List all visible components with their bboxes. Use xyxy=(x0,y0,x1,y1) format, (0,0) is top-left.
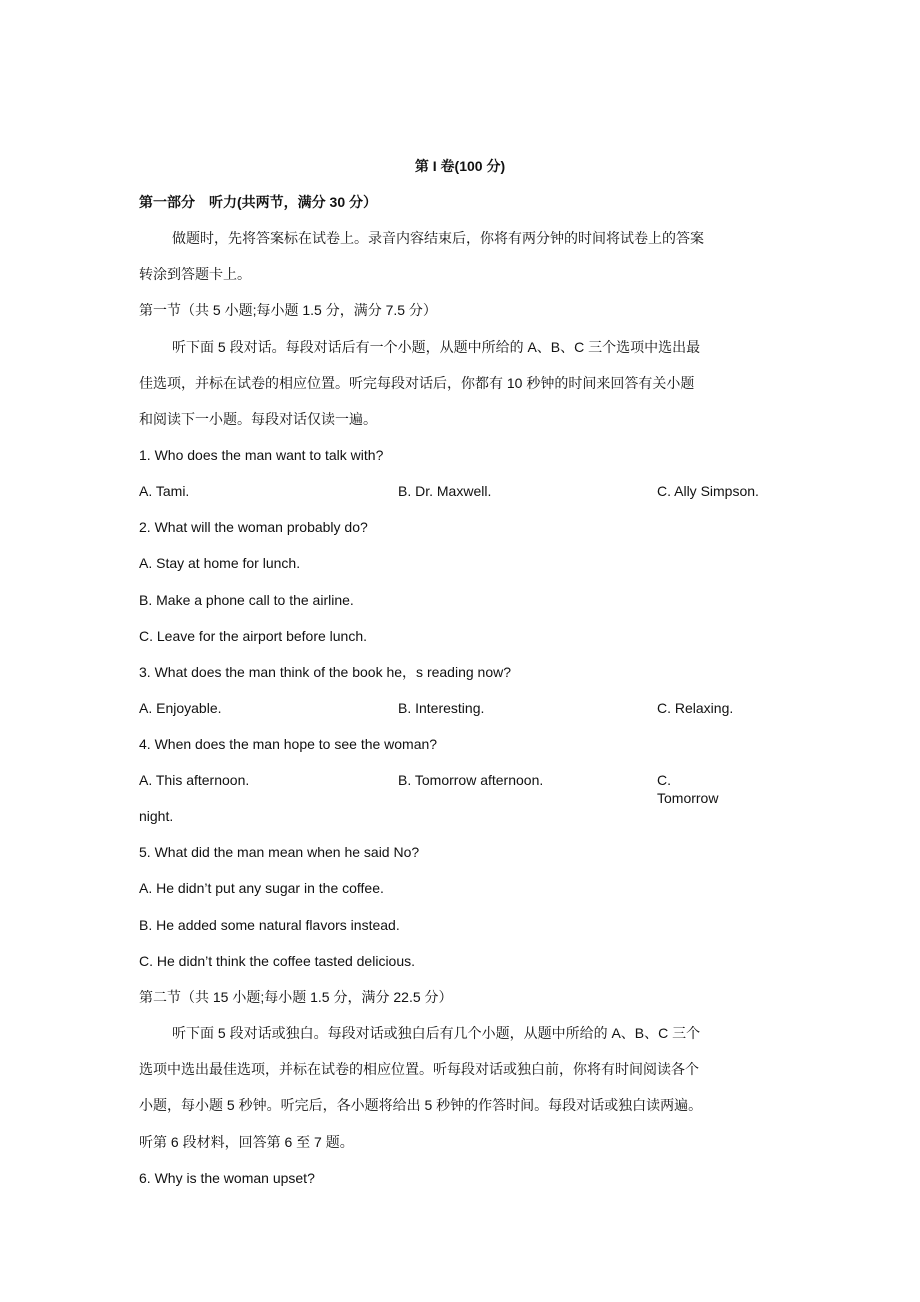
question-1-options xyxy=(139,482,781,500)
section1-heading: 第一节（共 5 小题;每小题 1.5 分，满分 7.5 分） xyxy=(139,302,437,318)
section2-instruction-line: 小题，每小题 5 秒钟。听完后，各小题将给出 5 秒钟的作答时间。每段对话或独白读两遍。 xyxy=(139,1097,703,1113)
option-a: A. Tami. xyxy=(139,483,190,499)
option-c: C. Ally Simpson. xyxy=(657,483,759,499)
option-c xyxy=(657,771,781,807)
question-6: 6. Why is the woman upset? xyxy=(139,1170,315,1186)
option-b: B. He added some natural flavors instead. xyxy=(139,917,400,933)
section2-heading: 第二节（共 15 小题;每小题 1.5 分，满分 22.5 分） xyxy=(139,989,453,1005)
option-b: B. Tomorrow afternoon. xyxy=(398,772,544,788)
option-c: C. Leave for the airport before lunch. xyxy=(139,628,368,644)
option-c: C. Relaxing. xyxy=(657,700,734,716)
option-a: A. This afternoon. xyxy=(139,772,250,788)
section1-instruction-line: 听下面 5 段对话。每段对话后有一个小题，从题中所给的 A、B、C 三个选项中选出最 xyxy=(172,339,701,355)
question-3-options xyxy=(139,699,781,717)
option-b: B. Make a phone call to the airline. xyxy=(139,592,354,608)
option-b: B. Dr. Maxwell. xyxy=(398,483,492,499)
question-4-options xyxy=(139,771,781,807)
question-4: 4. When does the man hope to see the woman? xyxy=(139,736,438,752)
option-a: A. Enjoyable. xyxy=(139,700,222,716)
option-b: B. Interesting. xyxy=(398,700,485,716)
section2-instruction-line: 选项中选出最佳选项，并标在试卷的相应位置。听每段对话或独白前，你将有时间阅读各个 xyxy=(139,1061,699,1077)
section2-instruction-line: 听下面 5 段对话或独白。每段对话或独白后有几个小题，从题中所给的 A、B、C 三个 xyxy=(172,1025,701,1041)
part1-instruction-line: 转涂到答题卡上。 xyxy=(139,266,251,282)
section1-instruction-line: 和阅读下一小题。每段对话仅读一遍。 xyxy=(139,411,377,427)
option-c-wrap: night. xyxy=(139,808,174,824)
part1-instruction-line: 做题时，先将答案标在试卷上。录音内容结束后，你将有两分钟的时间将试卷上的答案 xyxy=(172,230,704,246)
question-2: 2. What will the woman probably do? xyxy=(139,519,368,535)
option-a: A. He didn’t put any sugar in the coffee. xyxy=(139,880,384,896)
option-c-text: Tomorrow xyxy=(657,790,719,806)
option-c-label: C. xyxy=(657,772,671,788)
question-3: 3. What does the man think of the book he，s reading now? xyxy=(139,664,512,680)
page-title: 第 I 卷(100 分) xyxy=(414,158,506,174)
part1-heading: 第一部分 听力(共两节，满分 30 分） xyxy=(139,194,378,210)
section1-instruction-line: 佳选项，并标在试卷的相应位置。听完每段对话后，你都有 10 秒钟的时间来回答有关小题 xyxy=(139,375,695,391)
section2-instruction-line: 听第 6 段材料，回答第 6 至 7 题。 xyxy=(139,1134,354,1150)
question-5: 5. What did the man mean when he said No? xyxy=(139,844,420,860)
option-a: A. Stay at home for lunch. xyxy=(139,555,301,571)
option-c: C. He didn’t think the coffee tasted delicious. xyxy=(139,953,416,969)
question-1: 1. Who does the man want to talk with? xyxy=(139,447,384,463)
